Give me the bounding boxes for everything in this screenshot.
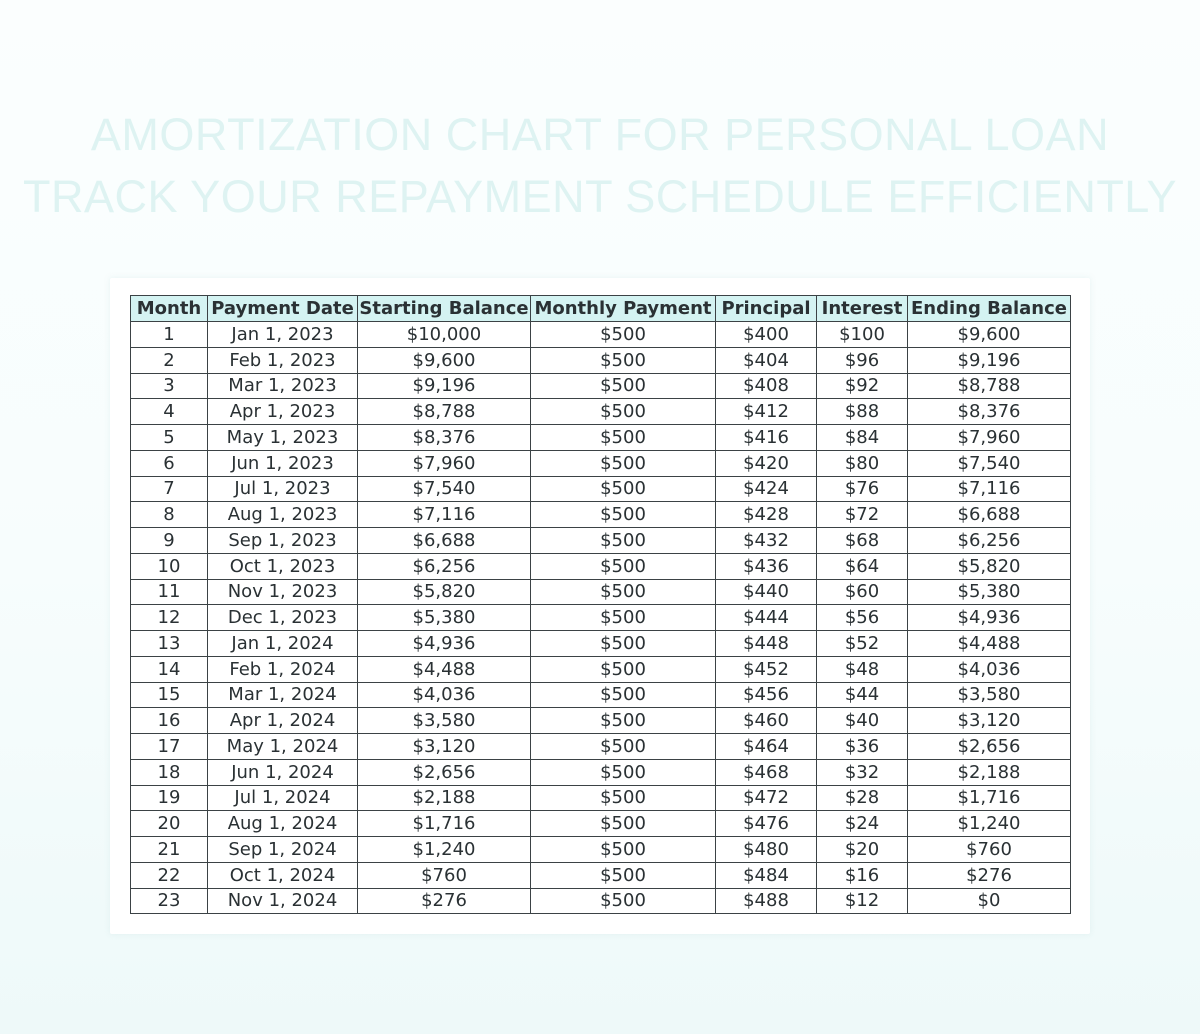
month-cell[interactable]: 14: [131, 656, 208, 682]
table-row: [131, 708, 1071, 734]
month-cell[interactable]: 11: [131, 579, 208, 605]
month-cell[interactable]: 21: [131, 837, 208, 863]
table-row: [131, 734, 1071, 760]
table-row: [131, 579, 1071, 605]
monthly-payment-cell[interactable]: $500: [531, 399, 716, 425]
payment-date-cell[interactable]: Feb 1, 2023: [208, 347, 358, 373]
ending-balance-cell[interactable]: $4,036: [908, 656, 1071, 682]
interest-cell[interactable]: $44: [817, 682, 908, 708]
ending-balance-cell[interactable]: $4,488: [908, 631, 1071, 657]
title-block: [0, 104, 1200, 228]
column-header-interest[interactable]: Interest: [817, 296, 908, 322]
payment-date-cell[interactable]: Sep 1, 2023: [208, 528, 358, 554]
table-row: [131, 785, 1071, 811]
starting-balance-cell[interactable]: $760: [358, 862, 531, 888]
table-row: [131, 759, 1071, 785]
payment-date-cell[interactable]: Apr 1, 2023: [208, 399, 358, 425]
table-row: [131, 502, 1071, 528]
table-row: [131, 811, 1071, 837]
ending-balance-cell[interactable]: $276: [908, 862, 1071, 888]
column-header-starting-balance[interactable]: Starting Balance: [358, 296, 531, 322]
principal-cell[interactable]: $452: [716, 656, 817, 682]
month-cell[interactable]: 9: [131, 528, 208, 554]
interest-cell[interactable]: $24: [817, 811, 908, 837]
payment-date-cell[interactable]: Jan 1, 2024: [208, 631, 358, 657]
starting-balance-cell[interactable]: $9,196: [358, 373, 531, 399]
payment-date-cell[interactable]: Apr 1, 2024: [208, 708, 358, 734]
principal-cell[interactable]: $472: [716, 785, 817, 811]
monthly-payment-cell[interactable]: $500: [531, 862, 716, 888]
table-row: [131, 888, 1071, 914]
month-cell[interactable]: 10: [131, 553, 208, 579]
payment-date-cell[interactable]: Aug 1, 2024: [208, 811, 358, 837]
monthly-payment-cell[interactable]: $500: [531, 322, 716, 348]
principal-cell[interactable]: $404: [716, 347, 817, 373]
starting-balance-cell[interactable]: $7,540: [358, 476, 531, 502]
interest-cell[interactable]: $48: [817, 656, 908, 682]
starting-balance-cell[interactable]: $1,240: [358, 837, 531, 863]
starting-balance-cell[interactable]: $276: [358, 888, 531, 914]
starting-balance-cell[interactable]: $7,116: [358, 502, 531, 528]
ending-balance-cell[interactable]: $6,256: [908, 528, 1071, 554]
ending-balance-cell[interactable]: $5,820: [908, 553, 1071, 579]
month-cell[interactable]: 4: [131, 399, 208, 425]
payment-date-cell[interactable]: Mar 1, 2024: [208, 682, 358, 708]
month-cell[interactable]: 19: [131, 785, 208, 811]
interest-cell[interactable]: $40: [817, 708, 908, 734]
ending-balance-cell[interactable]: $2,188: [908, 759, 1071, 785]
ending-balance-cell[interactable]: $3,580: [908, 682, 1071, 708]
monthly-payment-cell[interactable]: $500: [531, 579, 716, 605]
starting-balance-cell[interactable]: $10,000: [358, 322, 531, 348]
month-cell[interactable]: 17: [131, 734, 208, 760]
interest-cell[interactable]: $84: [817, 425, 908, 451]
principal-cell[interactable]: $432: [716, 528, 817, 554]
month-cell[interactable]: 13: [131, 631, 208, 657]
monthly-payment-cell[interactable]: $500: [531, 759, 716, 785]
interest-cell[interactable]: $20: [817, 837, 908, 863]
month-cell[interactable]: 1: [131, 322, 208, 348]
monthly-payment-cell[interactable]: $500: [531, 373, 716, 399]
ending-balance-cell[interactable]: $1,240: [908, 811, 1071, 837]
month-cell[interactable]: 16: [131, 708, 208, 734]
table-row: [131, 399, 1071, 425]
payment-date-cell[interactable]: Jan 1, 2023: [208, 322, 358, 348]
table-body: [131, 322, 1071, 914]
principal-cell[interactable]: $488: [716, 888, 817, 914]
ending-balance-cell[interactable]: $7,116: [908, 476, 1071, 502]
ending-balance-cell[interactable]: $1,716: [908, 785, 1071, 811]
payment-date-cell[interactable]: Jun 1, 2023: [208, 450, 358, 476]
monthly-payment-cell[interactable]: $500: [531, 476, 716, 502]
principal-cell[interactable]: $416: [716, 425, 817, 451]
interest-cell[interactable]: $28: [817, 785, 908, 811]
ending-balance-cell[interactable]: $5,380: [908, 579, 1071, 605]
interest-cell[interactable]: $100: [817, 322, 908, 348]
header-row: [131, 296, 1071, 322]
monthly-payment-cell[interactable]: $500: [531, 425, 716, 451]
month-cell[interactable]: 8: [131, 502, 208, 528]
starting-balance-cell[interactable]: $4,488: [358, 656, 531, 682]
interest-cell[interactable]: $16: [817, 862, 908, 888]
table-row: [131, 682, 1071, 708]
ending-balance-cell[interactable]: $6,688: [908, 502, 1071, 528]
monthly-payment-cell[interactable]: $500: [531, 837, 716, 863]
table-row: [131, 631, 1071, 657]
page-title: AMORTIZATION CHART FOR PERSONAL LOAN: [90, 109, 1110, 160]
payment-date-cell[interactable]: Nov 1, 2023: [208, 579, 358, 605]
table-row: [131, 347, 1071, 373]
table-row: [131, 450, 1071, 476]
payment-date-cell[interactable]: May 1, 2024: [208, 734, 358, 760]
starting-balance-cell[interactable]: $4,036: [358, 682, 531, 708]
month-cell[interactable]: 20: [131, 811, 208, 837]
ending-balance-cell[interactable]: $2,656: [908, 734, 1071, 760]
ending-balance-cell[interactable]: $7,960: [908, 425, 1071, 451]
month-cell[interactable]: 15: [131, 682, 208, 708]
monthly-payment-cell[interactable]: $500: [531, 888, 716, 914]
month-cell[interactable]: 12: [131, 605, 208, 631]
payment-date-cell[interactable]: May 1, 2023: [208, 425, 358, 451]
page-subtitle: TRACK YOUR REPAYMENT SCHEDULE EFFICIENTLY: [22, 171, 1178, 222]
monthly-payment-cell[interactable]: $500: [531, 450, 716, 476]
interest-cell[interactable]: $36: [817, 734, 908, 760]
payment-date-cell[interactable]: Sep 1, 2024: [208, 837, 358, 863]
principal-cell[interactable]: $468: [716, 759, 817, 785]
starting-balance-cell[interactable]: $8,788: [358, 399, 531, 425]
monthly-payment-cell[interactable]: $500: [531, 682, 716, 708]
principal-cell[interactable]: $400: [716, 322, 817, 348]
payment-date-cell[interactable]: Oct 1, 2023: [208, 553, 358, 579]
interest-cell[interactable]: $96: [817, 347, 908, 373]
table-row: [131, 862, 1071, 888]
principal-cell[interactable]: $484: [716, 862, 817, 888]
starting-balance-cell[interactable]: $3,120: [358, 734, 531, 760]
table-row: [131, 553, 1071, 579]
payment-date-cell[interactable]: Oct 1, 2024: [208, 862, 358, 888]
payment-date-cell[interactable]: Nov 1, 2024: [208, 888, 358, 914]
ending-balance-cell[interactable]: $9,196: [908, 347, 1071, 373]
starting-balance-cell[interactable]: $7,960: [358, 450, 531, 476]
starting-balance-cell[interactable]: $2,188: [358, 785, 531, 811]
ending-balance-cell[interactable]: $3,120: [908, 708, 1071, 734]
principal-cell[interactable]: $420: [716, 450, 817, 476]
monthly-payment-cell[interactable]: $500: [531, 708, 716, 734]
table-row: [131, 656, 1071, 682]
monthly-payment-cell[interactable]: $500: [531, 347, 716, 373]
payment-date-cell[interactable]: Jul 1, 2024: [208, 785, 358, 811]
month-cell[interactable]: 23: [131, 888, 208, 914]
ending-balance-cell[interactable]: $7,540: [908, 450, 1071, 476]
month-cell[interactable]: 5: [131, 425, 208, 451]
table-row: [131, 373, 1071, 399]
payment-date-cell[interactable]: Jul 1, 2023: [208, 476, 358, 502]
table-row: [131, 528, 1071, 554]
starting-balance-cell[interactable]: $6,688: [358, 528, 531, 554]
interest-cell[interactable]: $64: [817, 553, 908, 579]
interest-cell[interactable]: $72: [817, 502, 908, 528]
monthly-payment-cell[interactable]: $500: [531, 734, 716, 760]
monthly-payment-cell[interactable]: $500: [531, 502, 716, 528]
interest-cell[interactable]: $52: [817, 631, 908, 657]
column-header-principal[interactable]: Principal: [716, 296, 817, 322]
interest-cell[interactable]: $80: [817, 450, 908, 476]
principal-cell[interactable]: $456: [716, 682, 817, 708]
column-header-payment-date[interactable]: Payment Date: [208, 296, 358, 322]
starting-balance-cell[interactable]: $3,580: [358, 708, 531, 734]
table-card: [110, 278, 1090, 934]
interest-cell[interactable]: $32: [817, 759, 908, 785]
starting-balance-cell[interactable]: $5,380: [358, 605, 531, 631]
principal-cell[interactable]: $436: [716, 553, 817, 579]
interest-cell[interactable]: $60: [817, 579, 908, 605]
monthly-payment-cell[interactable]: $500: [531, 605, 716, 631]
table-row: [131, 425, 1071, 451]
monthly-payment-cell[interactable]: $500: [531, 785, 716, 811]
payment-date-cell[interactable]: Mar 1, 2023: [208, 373, 358, 399]
month-cell[interactable]: 22: [131, 862, 208, 888]
starting-balance-cell[interactable]: $6,256: [358, 553, 531, 579]
principal-cell[interactable]: $460: [716, 708, 817, 734]
principal-cell[interactable]: $440: [716, 579, 817, 605]
principal-cell[interactable]: $476: [716, 811, 817, 837]
interest-cell[interactable]: $56: [817, 605, 908, 631]
table-row: [131, 476, 1071, 502]
ending-balance-cell[interactable]: $9,600: [908, 322, 1071, 348]
column-header-ending-balance[interactable]: Ending Balance: [908, 296, 1071, 322]
starting-balance-cell[interactable]: $1,716: [358, 811, 531, 837]
principal-cell[interactable]: $464: [716, 734, 817, 760]
month-cell[interactable]: 6: [131, 450, 208, 476]
month-cell[interactable]: 2: [131, 347, 208, 373]
principal-cell[interactable]: $412: [716, 399, 817, 425]
ending-balance-cell[interactable]: $0: [908, 888, 1071, 914]
payment-date-cell[interactable]: Aug 1, 2023: [208, 502, 358, 528]
ending-balance-cell[interactable]: $4,936: [908, 605, 1071, 631]
starting-balance-cell[interactable]: $2,656: [358, 759, 531, 785]
monthly-payment-cell[interactable]: $500: [531, 553, 716, 579]
monthly-payment-cell[interactable]: $500: [531, 528, 716, 554]
monthly-payment-cell[interactable]: $500: [531, 656, 716, 682]
principal-cell[interactable]: $408: [716, 373, 817, 399]
amortization-table: [130, 295, 1071, 914]
ending-balance-cell[interactable]: $8,376: [908, 399, 1071, 425]
ending-balance-cell[interactable]: $760: [908, 837, 1071, 863]
interest-cell[interactable]: $12: [817, 888, 908, 914]
month-cell[interactable]: 7: [131, 476, 208, 502]
interest-cell[interactable]: $88: [817, 399, 908, 425]
interest-cell[interactable]: $68: [817, 528, 908, 554]
table-row: [131, 837, 1071, 863]
starting-balance-cell[interactable]: $5,820: [358, 579, 531, 605]
monthly-payment-cell[interactable]: $500: [531, 811, 716, 837]
principal-cell[interactable]: $448: [716, 631, 817, 657]
principal-cell[interactable]: $480: [716, 837, 817, 863]
starting-balance-cell[interactable]: $9,600: [358, 347, 531, 373]
starting-balance-cell[interactable]: $8,376: [358, 425, 531, 451]
ending-balance-cell[interactable]: $8,788: [908, 373, 1071, 399]
table-row: [131, 605, 1071, 631]
payment-date-cell[interactable]: Feb 1, 2024: [208, 656, 358, 682]
principal-cell[interactable]: $444: [716, 605, 817, 631]
column-header-month[interactable]: Month: [131, 296, 208, 322]
column-header-monthly-payment[interactable]: Monthly Payment: [531, 296, 716, 322]
principal-cell[interactable]: $424: [716, 476, 817, 502]
principal-cell[interactable]: $428: [716, 502, 817, 528]
interest-cell[interactable]: $92: [817, 373, 908, 399]
table-row: [131, 322, 1071, 348]
starting-balance-cell[interactable]: $4,936: [358, 631, 531, 657]
interest-cell[interactable]: $76: [817, 476, 908, 502]
month-cell[interactable]: 3: [131, 373, 208, 399]
payment-date-cell[interactable]: Jun 1, 2024: [208, 759, 358, 785]
month-cell[interactable]: 18: [131, 759, 208, 785]
monthly-payment-cell[interactable]: $500: [531, 631, 716, 657]
payment-date-cell[interactable]: Dec 1, 2023: [208, 605, 358, 631]
